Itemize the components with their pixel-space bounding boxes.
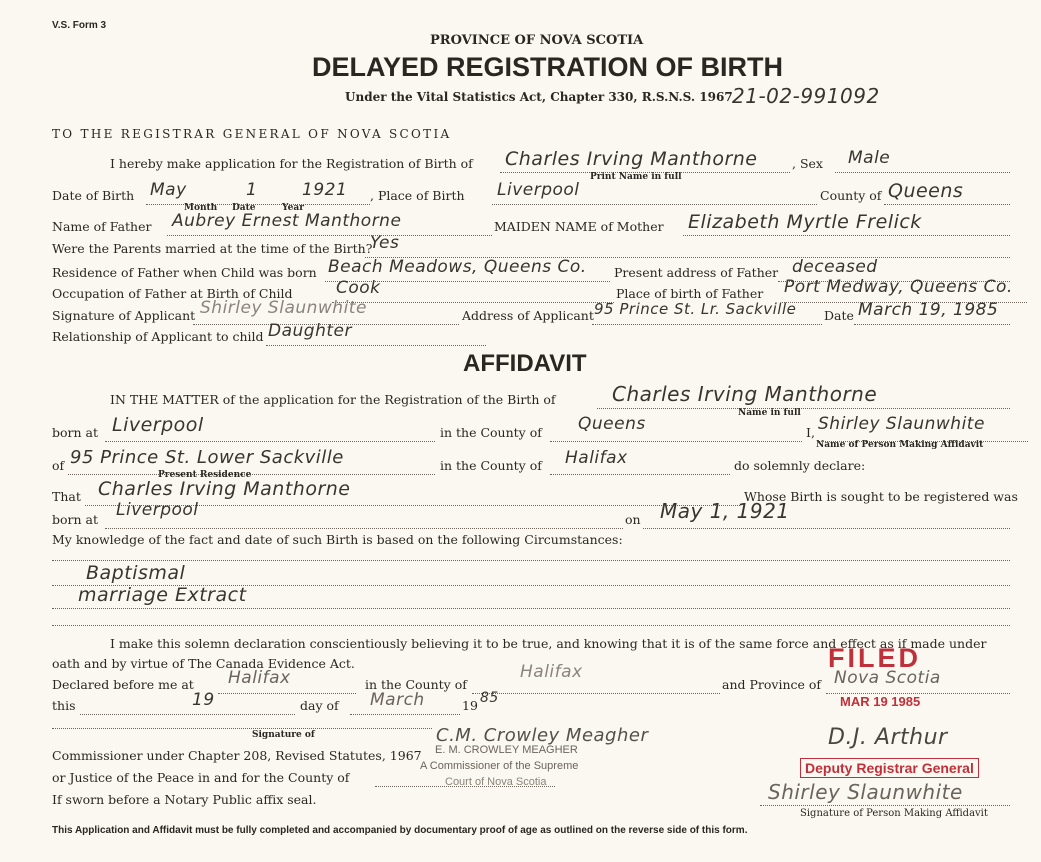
relationship-label: Relationship of Applicant to child [52, 329, 264, 344]
sex-value: Male [848, 148, 891, 168]
circumstance-2: marriage Extract [78, 584, 247, 606]
commissioner-text: Commissioner under Chapter 208, Revised Statutes, 1967 [52, 748, 422, 763]
whose-birth-text: Whose Birth is sought to be registered was [744, 489, 1018, 504]
commissioner-stamp-court: Court of Nova Scotia [445, 776, 547, 788]
of-label: of [52, 458, 65, 473]
province-value: Nova Scotia [834, 668, 941, 688]
dob-date: 1 [246, 180, 258, 200]
date-label2: Date [824, 308, 854, 323]
this-day: 19 [192, 690, 215, 710]
county-value: Queens [888, 180, 964, 202]
to-registrar: TO THE REGISTRAR GENERAL OF NOVA SCOTIA [52, 127, 452, 141]
in-county-value: Halifax [520, 662, 583, 682]
on-label: on [625, 512, 641, 527]
affidavit-child-name: Charles Irving Manthorne [612, 382, 878, 406]
dob-month: May [150, 180, 187, 200]
address-label: Address of Applicant [462, 308, 594, 323]
child-name: Charles Irving Manthorne [505, 148, 758, 170]
affiant-residence: 95 Prince St. Lower Sackville [70, 447, 344, 468]
date-label: Date [232, 203, 256, 213]
place-label: , Place of Birth [370, 188, 465, 203]
mother-value: Elizabeth Myrtle Frelick [688, 211, 922, 233]
form-id: V.S. Form 3 [52, 20, 107, 31]
sex-label: , Sex [792, 156, 823, 171]
name-in-full-note: Name in full [738, 408, 801, 418]
signature-person-note: Signature of Person Making Affidavit [800, 808, 988, 819]
signature-label: Signature of Applicant [52, 308, 196, 323]
application-date: March 19, 1985 [858, 300, 999, 320]
year-label: Year [282, 203, 304, 213]
filed-date-stamp: MAR 19 1985 [840, 694, 921, 709]
address-value: 95 Prince St. Lr. Sackville [594, 300, 797, 318]
signature-of-label: Signature of [252, 730, 315, 740]
notary-text: If sworn before a Notary Public affix seal. [52, 792, 317, 807]
commissioner-signature: C.M. Crowley Meagher [436, 725, 649, 746]
in-county-label: in the County of [365, 677, 467, 692]
print-name-note: Print Name in full [590, 172, 682, 182]
mother-label: MAIDEN NAME of Mother [494, 219, 664, 234]
day-of-label: day of [300, 698, 339, 713]
solemn-declaration-1: I make this solemn declaration conscientiously believing it to be true, and knowing that it is of the same force and effect as if made under [110, 636, 987, 651]
father-birthplace-value: Port Medway, Queens Co. [784, 277, 1013, 297]
knowledge-text: My knowledge of the fact and date of such Birth is based on the following Circumstances: [52, 532, 623, 547]
form-title: DELAYED REGISTRATION OF BIRTH [312, 52, 784, 82]
father-value: Aubrey Ernest Manthorne [172, 211, 402, 231]
filed-stamp: FILED [828, 643, 921, 673]
justice-text: or Justice of the Peace in and for the County of [52, 770, 350, 785]
year-suffix: 85 [480, 690, 499, 706]
born-at2-value: Liverpool [116, 500, 199, 520]
father-birthplace-label: Place of birth of Father [616, 286, 764, 301]
applicant-signature: Shirley Slaunwhite [200, 298, 367, 318]
dob-label: Date of Birth [52, 188, 135, 203]
relationship-value: Daughter [268, 321, 352, 341]
commissioner-stamp-title: A Commissioner of the Supreme [420, 760, 579, 772]
province-label: and Province of [722, 677, 822, 692]
declared-label: Declared before me at [52, 677, 194, 692]
affidavit-heading: AFFIDAVIT [463, 350, 587, 377]
deputy-signature: D.J. Arthur [828, 725, 948, 750]
solemn-declaration-2: oath and by virtue of The Canada Evidence Act. [52, 656, 355, 671]
place-value: Liverpool [497, 180, 580, 200]
born-at2-label: born at [52, 512, 99, 527]
that-label: That [52, 489, 81, 504]
act-reference: Under the Vital Statistics Act, Chapter 330, R.S.N.S. 1967 [345, 90, 733, 104]
registration-number: 21-02-991092 [732, 84, 880, 108]
declare-text: do solemnly declare: [734, 458, 866, 473]
married-label: Were the Parents married at the time of the Birth? [52, 241, 373, 256]
residence-value: Beach Meadows, Queens Co. [328, 257, 587, 277]
application-intro: I hereby make application for the Registration of Birth of [110, 156, 473, 171]
county-value-aff: Queens [578, 414, 646, 434]
affiant-name: Shirley Slaunwhite [818, 414, 985, 434]
occupation-label: Occupation of Father at Birth of Child [52, 286, 293, 301]
married-value: Yes [370, 233, 400, 253]
commissioner-stamp-name: E. M. CROWLEY MEAGHER [435, 744, 578, 756]
month-label: Month [184, 203, 218, 213]
born-at-label: born at [52, 425, 99, 440]
i-label: I, [806, 425, 815, 440]
footer-note: This Application and Affidavit must be fully completed and accompanied by documentary proof of age as outlined on the reverse side of this form. [52, 825, 748, 836]
present-address-value: deceased [792, 257, 878, 277]
county-label: County of [820, 188, 882, 203]
county-label-aff: in the County of [440, 425, 542, 440]
on-date: May 1, 1921 [660, 499, 790, 523]
declared-at: Halifax [228, 668, 291, 688]
county2-value: Halifax [565, 448, 628, 468]
affidavit-intro: IN THE MATTER of the application for the Registration of the Birth of [110, 392, 556, 407]
province-heading: PROVINCE OF NOVA SCOTIA [430, 33, 644, 48]
county2-label: in the County of [440, 458, 542, 473]
year-prefix: 19 [462, 698, 478, 713]
residence-note: Present Residence [158, 470, 252, 480]
affiant-note: Name of Person Making Affidavit [816, 440, 984, 450]
residence-label: Residence of Father when Child was born [52, 265, 317, 280]
that-name: Charles Irving Manthorne [98, 478, 351, 500]
dob-year: 1921 [302, 180, 348, 200]
circumstance-1: Baptismal [86, 562, 186, 584]
deputy-registrar-stamp: Deputy Registrar General [800, 758, 979, 778]
this-label: this [52, 698, 76, 713]
occupation-value: Cook [336, 278, 381, 298]
born-at-value: Liverpool [112, 414, 204, 436]
affiant-signature: Shirley Slaunwhite [768, 780, 963, 804]
present-address-label: Present address of Father [614, 265, 779, 280]
month-value: March [370, 690, 425, 710]
father-label: Name of Father [52, 219, 152, 234]
